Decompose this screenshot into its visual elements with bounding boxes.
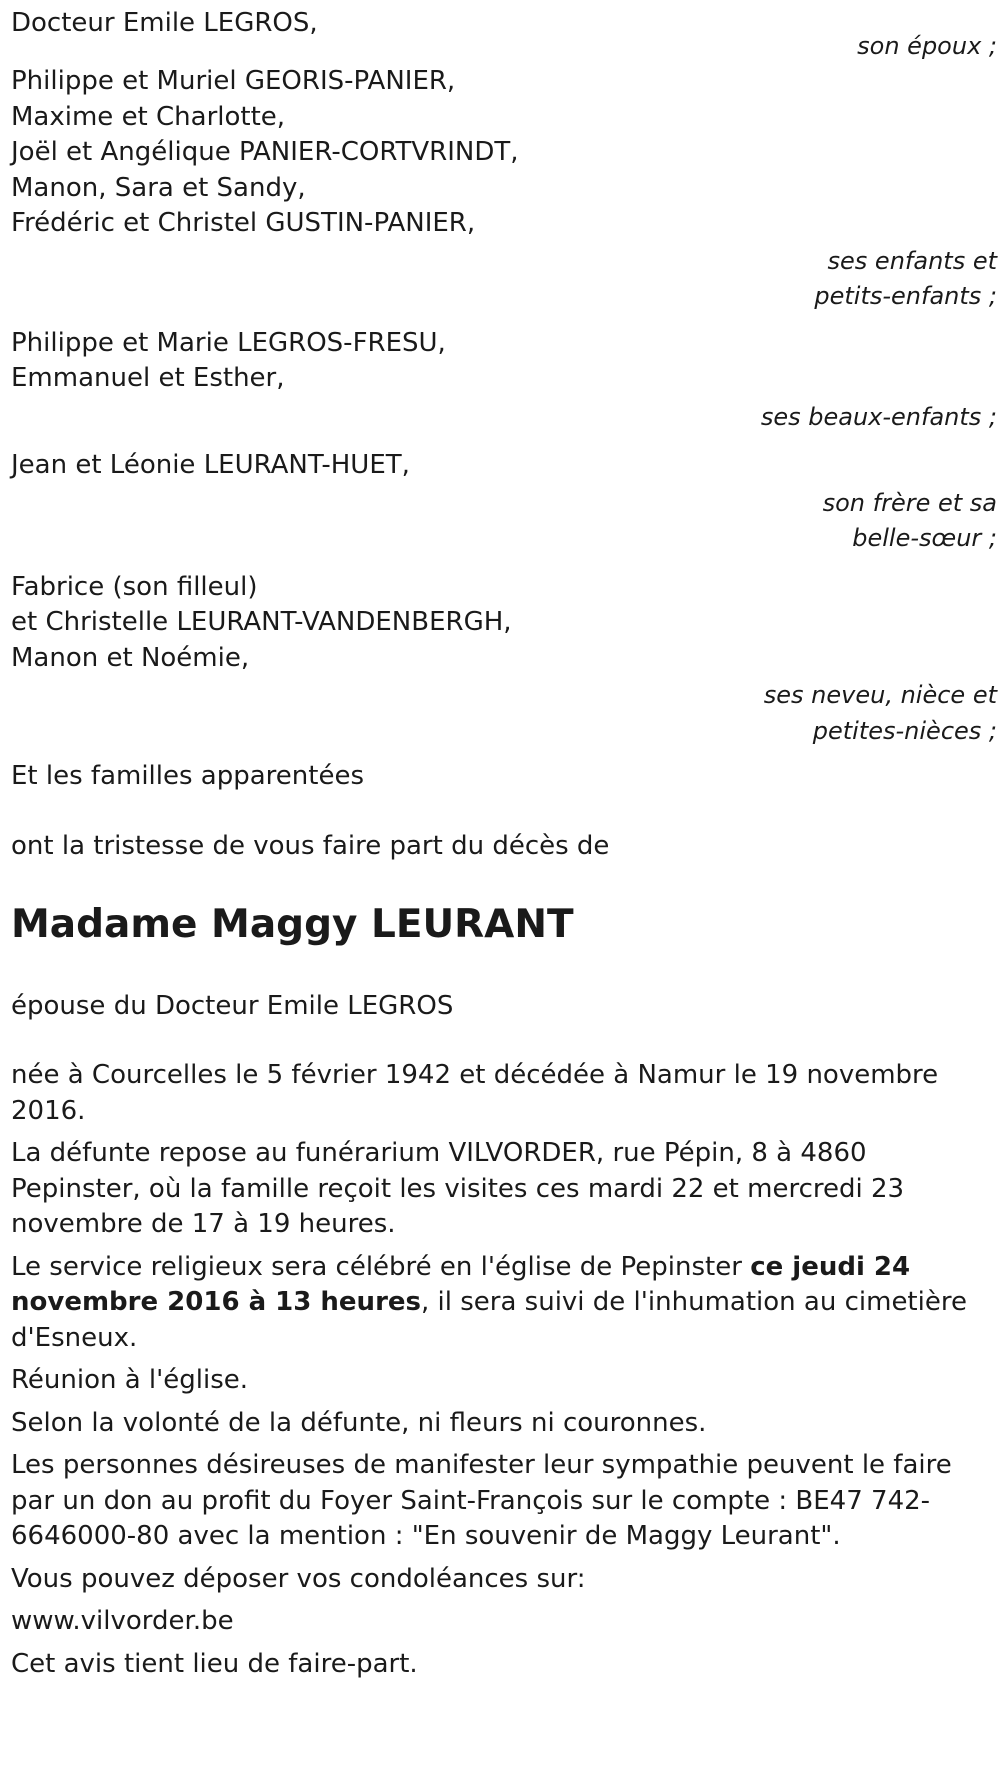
children-role-line1: ses enfants et xyxy=(827,246,997,275)
list-item: Fabrice (son filleul) xyxy=(11,571,258,602)
announcement: ont la tristesse de vous faire part du décès de xyxy=(11,831,610,861)
notice-paragraph: Cet avis tient lieu de faire-part. xyxy=(11,1648,418,1679)
nephews-role-line1: ses neveu, nièce et xyxy=(763,681,997,709)
children-list xyxy=(11,64,994,242)
spouse-role: son époux ; xyxy=(857,32,997,60)
list-item: Manon et Noémie, xyxy=(11,642,250,673)
birth-death-paragraph: née à Courcelles le 5 février 1942 et décédée à Namur le 19 novembre 2016. xyxy=(11,1060,939,1126)
meeting-paragraph: Réunion à l'église. xyxy=(11,1365,249,1395)
sibling-role-line1: son frère et sa xyxy=(822,488,997,517)
deceased-name: Madame Maggy LEURANT xyxy=(11,902,574,947)
service-paragraph xyxy=(11,1250,971,1357)
condolences-paragraph: Vous pouvez déposer vos condoléances sur: xyxy=(11,1563,586,1594)
list-item: Maxime et Charlotte, xyxy=(11,101,286,132)
list-item: et Christelle LEURANT-VANDENBERGH, xyxy=(11,607,512,637)
sibling-role-line2: belle-sœur ; xyxy=(852,524,997,552)
children-role-line2: petits-enfants ; xyxy=(814,282,997,310)
related-families: Et les familles apparentées xyxy=(11,761,365,791)
nephews-list xyxy=(11,570,994,677)
stepchildren-role: ses beaux-enfants ; xyxy=(760,402,997,431)
service-text-before: Le service religieux sera célébré en l'église de Pepinster xyxy=(11,1251,751,1282)
list-item: Frédéric et Christel GUSTIN-PANIER, xyxy=(11,208,476,238)
list-item: Joël et Angélique PANIER-CORTVRINDT, xyxy=(11,137,519,167)
sibling-name: Jean et Léonie LEURANT-HUET, xyxy=(11,450,410,480)
deceased-spouse-line: épouse du Docteur Emile LEGROS xyxy=(11,991,454,1021)
list-item: Philippe et Marie LEGROS-FRESU, xyxy=(11,327,446,358)
service-date: ce jeudi 24 novembre 2016 à 13 heures xyxy=(11,1251,911,1317)
list-item: Philippe et Muriel GEORIS-PANIER, xyxy=(11,66,456,96)
funerarium-paragraph: La défunte repose au funérarium VILVORDER, rue Pépin, 8 à 4860 Pepinster, où la famille reçoit les visites ces mardi 22 et mercredi 23 novembre de 17 à 19 heures. xyxy=(11,1138,905,1239)
stepchildren-list xyxy=(11,326,994,397)
service-text-after: , il sera suivi de l'inhumation au cimetière d'Esneux. xyxy=(11,1287,967,1353)
flowers-paragraph: Selon la volonté de la défunte, ni fleurs ni couronnes. xyxy=(11,1407,707,1438)
website-link[interactable]: www.vilvorder.be xyxy=(11,1606,234,1636)
spouse-name: Docteur Emile LEGROS, xyxy=(11,8,318,38)
donation-paragraph: Les personnes désireuses de manifester leur sympathie peuvent le faire par un don au profit du Foyer Saint-François sur le compte : BE47 742-6646000-80 avec la mention : "En souvenir de Maggy Leurant". xyxy=(11,1450,952,1551)
obituary-notice xyxy=(11,0,997,1682)
nephews-role-line2: petites-nièces ; xyxy=(812,716,997,745)
list-item: Manon, Sara et Sandy, xyxy=(11,172,306,203)
list-item: Emmanuel et Esther, xyxy=(11,363,285,393)
